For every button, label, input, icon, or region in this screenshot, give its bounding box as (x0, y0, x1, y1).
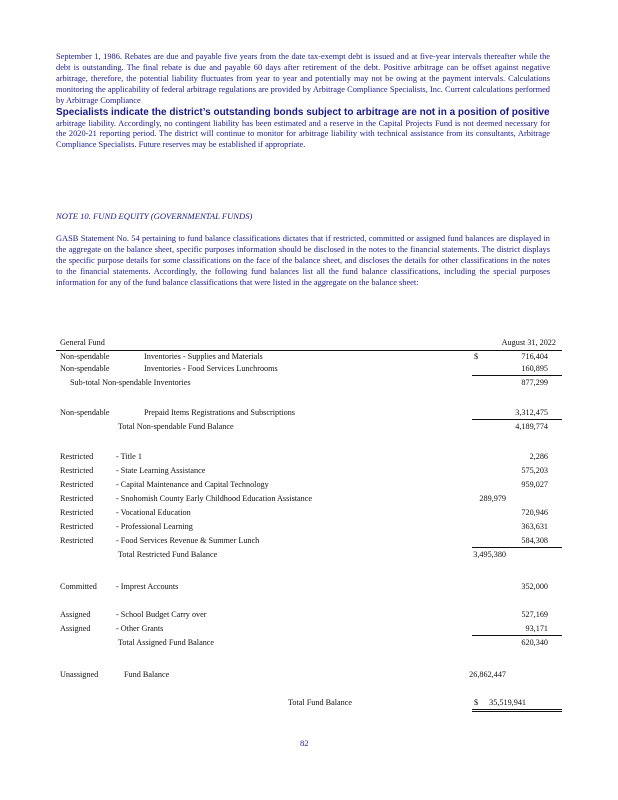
double-underline (472, 709, 562, 712)
row-category: Restricted (60, 452, 94, 461)
table-row (56, 480, 562, 492)
header-general-fund: General Fund (60, 338, 105, 347)
row-description: - Vocational Education (116, 508, 191, 517)
total-fund-balance-amount: 35,519,941 (489, 698, 526, 707)
gasb-paragraph: GASB Statement No. 54 pertaining to fund balance classifications dictates that if restricted, committed or assigned fund balances are displayed in the aggregate on the balance sheet, specific purposes information should be disclosed in the notes to the financial statements. The district displays the specific purpose details for some classifications on the face of the balance sheet, and discloses the details for other classifications in the notes to the financial statements. Accordingly, the following fund balances list all the fund balance classifications, including the special purposes information for any of the fund balance classifications that were listed in the aggregate on the balance sheet: (56, 234, 550, 287)
row-amount: 26,862,447 (469, 670, 506, 679)
table-row (56, 494, 562, 506)
row-amount: 3,312,475 (515, 408, 548, 417)
table-row (56, 670, 562, 682)
underline (472, 419, 562, 420)
total-nonspendable-amount: 4,189,774 (515, 422, 548, 431)
header-date: August 31, 2022 (501, 338, 556, 347)
row-description: - Food Services Revenue & Summer Lunch (116, 536, 260, 545)
total-nonspendable-label: Total Non-spendable Fund Balance (118, 422, 234, 431)
row-amount: 584,308 (521, 536, 548, 545)
row-amount: 575,203 (521, 466, 548, 475)
row-amount: 716,404 (521, 352, 548, 361)
row-amount: 160,895 (521, 364, 548, 373)
arbitrage-paragraph (56, 52, 550, 151)
underline (472, 547, 562, 548)
underline (472, 375, 562, 376)
total-fund-balance-label: Total Fund Balance (288, 698, 352, 707)
table-row (56, 582, 562, 594)
row-category: Restricted (60, 508, 94, 517)
row-amount: 959,027 (521, 480, 548, 489)
subtotal-row (56, 378, 562, 390)
row-description: - School Budget Carry over (116, 610, 207, 619)
row-category: Assigned (60, 624, 91, 633)
dollar-sign: $ (474, 698, 479, 707)
page-number: 82 (300, 738, 309, 748)
row-category: Restricted (60, 466, 94, 475)
total-restricted-label: Total Restricted Fund Balance (118, 550, 218, 559)
row-amount: 527,169 (521, 610, 548, 619)
row-description: - Title 1 (116, 452, 142, 461)
row-description: Inventories - Supplies and Materials (144, 352, 263, 361)
table-header (56, 338, 562, 351)
total-row (56, 638, 562, 650)
underline (472, 635, 562, 636)
total-row (56, 422, 562, 434)
row-description: Inventories - Food Services Lunchrooms (144, 364, 278, 373)
row-amount: 720,946 (521, 508, 548, 517)
row-category: Restricted (60, 480, 94, 489)
total-assigned-label: Total Assigned Fund Balance (118, 638, 215, 647)
table-row (56, 522, 562, 534)
total-restricted-amount: 3,495,380 (473, 550, 506, 559)
arbitrage-emphasis-line: Specialists indicate the district’s outstanding bonds subject to arbitrage are not in a position of positive (56, 106, 550, 118)
row-description: Prepaid Items Registrations and Subscriptions (144, 408, 295, 417)
total-assigned-amount: 620,340 (521, 638, 548, 647)
row-description: - Snohomish County Early Childhood Education Assistance (116, 494, 313, 503)
row-amount: 352,000 (521, 582, 548, 591)
row-amount: 363,631 (521, 522, 548, 531)
row-category: Non-spendable (60, 352, 110, 361)
row-description: Fund Balance (124, 670, 170, 679)
row-category: Restricted (60, 494, 94, 503)
note-title: NOTE 10. FUND EQUITY (GOVERNMENTAL FUNDS) (56, 211, 253, 221)
row-category: Non-spendable (60, 364, 110, 373)
row-amount: 289,979 (479, 494, 506, 503)
row-amount: 93,171 (525, 624, 548, 633)
table-row (56, 452, 562, 464)
table-row (56, 352, 562, 364)
row-amount: 2,286 (529, 452, 548, 461)
total-row (56, 550, 562, 562)
row-category: Restricted (60, 536, 94, 545)
row-category: Unassigned (60, 670, 99, 679)
row-description: - Imprest Accounts (116, 582, 179, 591)
row-description: - Professional Learning (116, 522, 193, 531)
dollar-sign: $ (474, 352, 479, 361)
arbitrage-text-2: arbitrage liability. Accordingly, no contingent liability has been estimated and a reserve in the Capital Projects Fund is not deemed necessary for the 2020-21 reporting period. The district will continue to monitor for arbitrage liability with technical assistance from its consultants, Arbitrage Compliance Specialists. Future reserves may be established if appropriate. (56, 118, 550, 150)
table-row (56, 610, 562, 622)
table-row (56, 466, 562, 478)
subtotal-label: Sub-total Non-spendable Inventories (70, 378, 191, 387)
row-category: Non-spendable (60, 408, 110, 417)
row-category: Restricted (60, 522, 94, 531)
subtotal-amount: 877,299 (521, 378, 548, 387)
row-category: Assigned (60, 610, 91, 619)
arbitrage-text-1: September 1, 1986. Rebates are due and payable five years from the date tax-exempt debt is issued and at five-year intervals thereafter while the debt is outstanding. The final rebate is due and payable 60 days after retirement of the debt. Positive arbitrage can be offset against negative arbitrage, therefore, the potential liability fluctuates from year to year and potentially may not be owing at the payment intervals. Calculations monitoring the applicability of federal arbitrage regulations are provided by Arbitrage Compliance Specialists, Inc. Current calculations performed by Arbitrage Compliance (56, 52, 550, 105)
table-row (56, 508, 562, 520)
row-description: - State Learning Assistance (116, 466, 206, 475)
row-description: - Capital Maintenance and Capital Technology (116, 480, 269, 489)
row-category: Committed (60, 582, 97, 591)
row-description: - Other Grants (116, 624, 164, 633)
